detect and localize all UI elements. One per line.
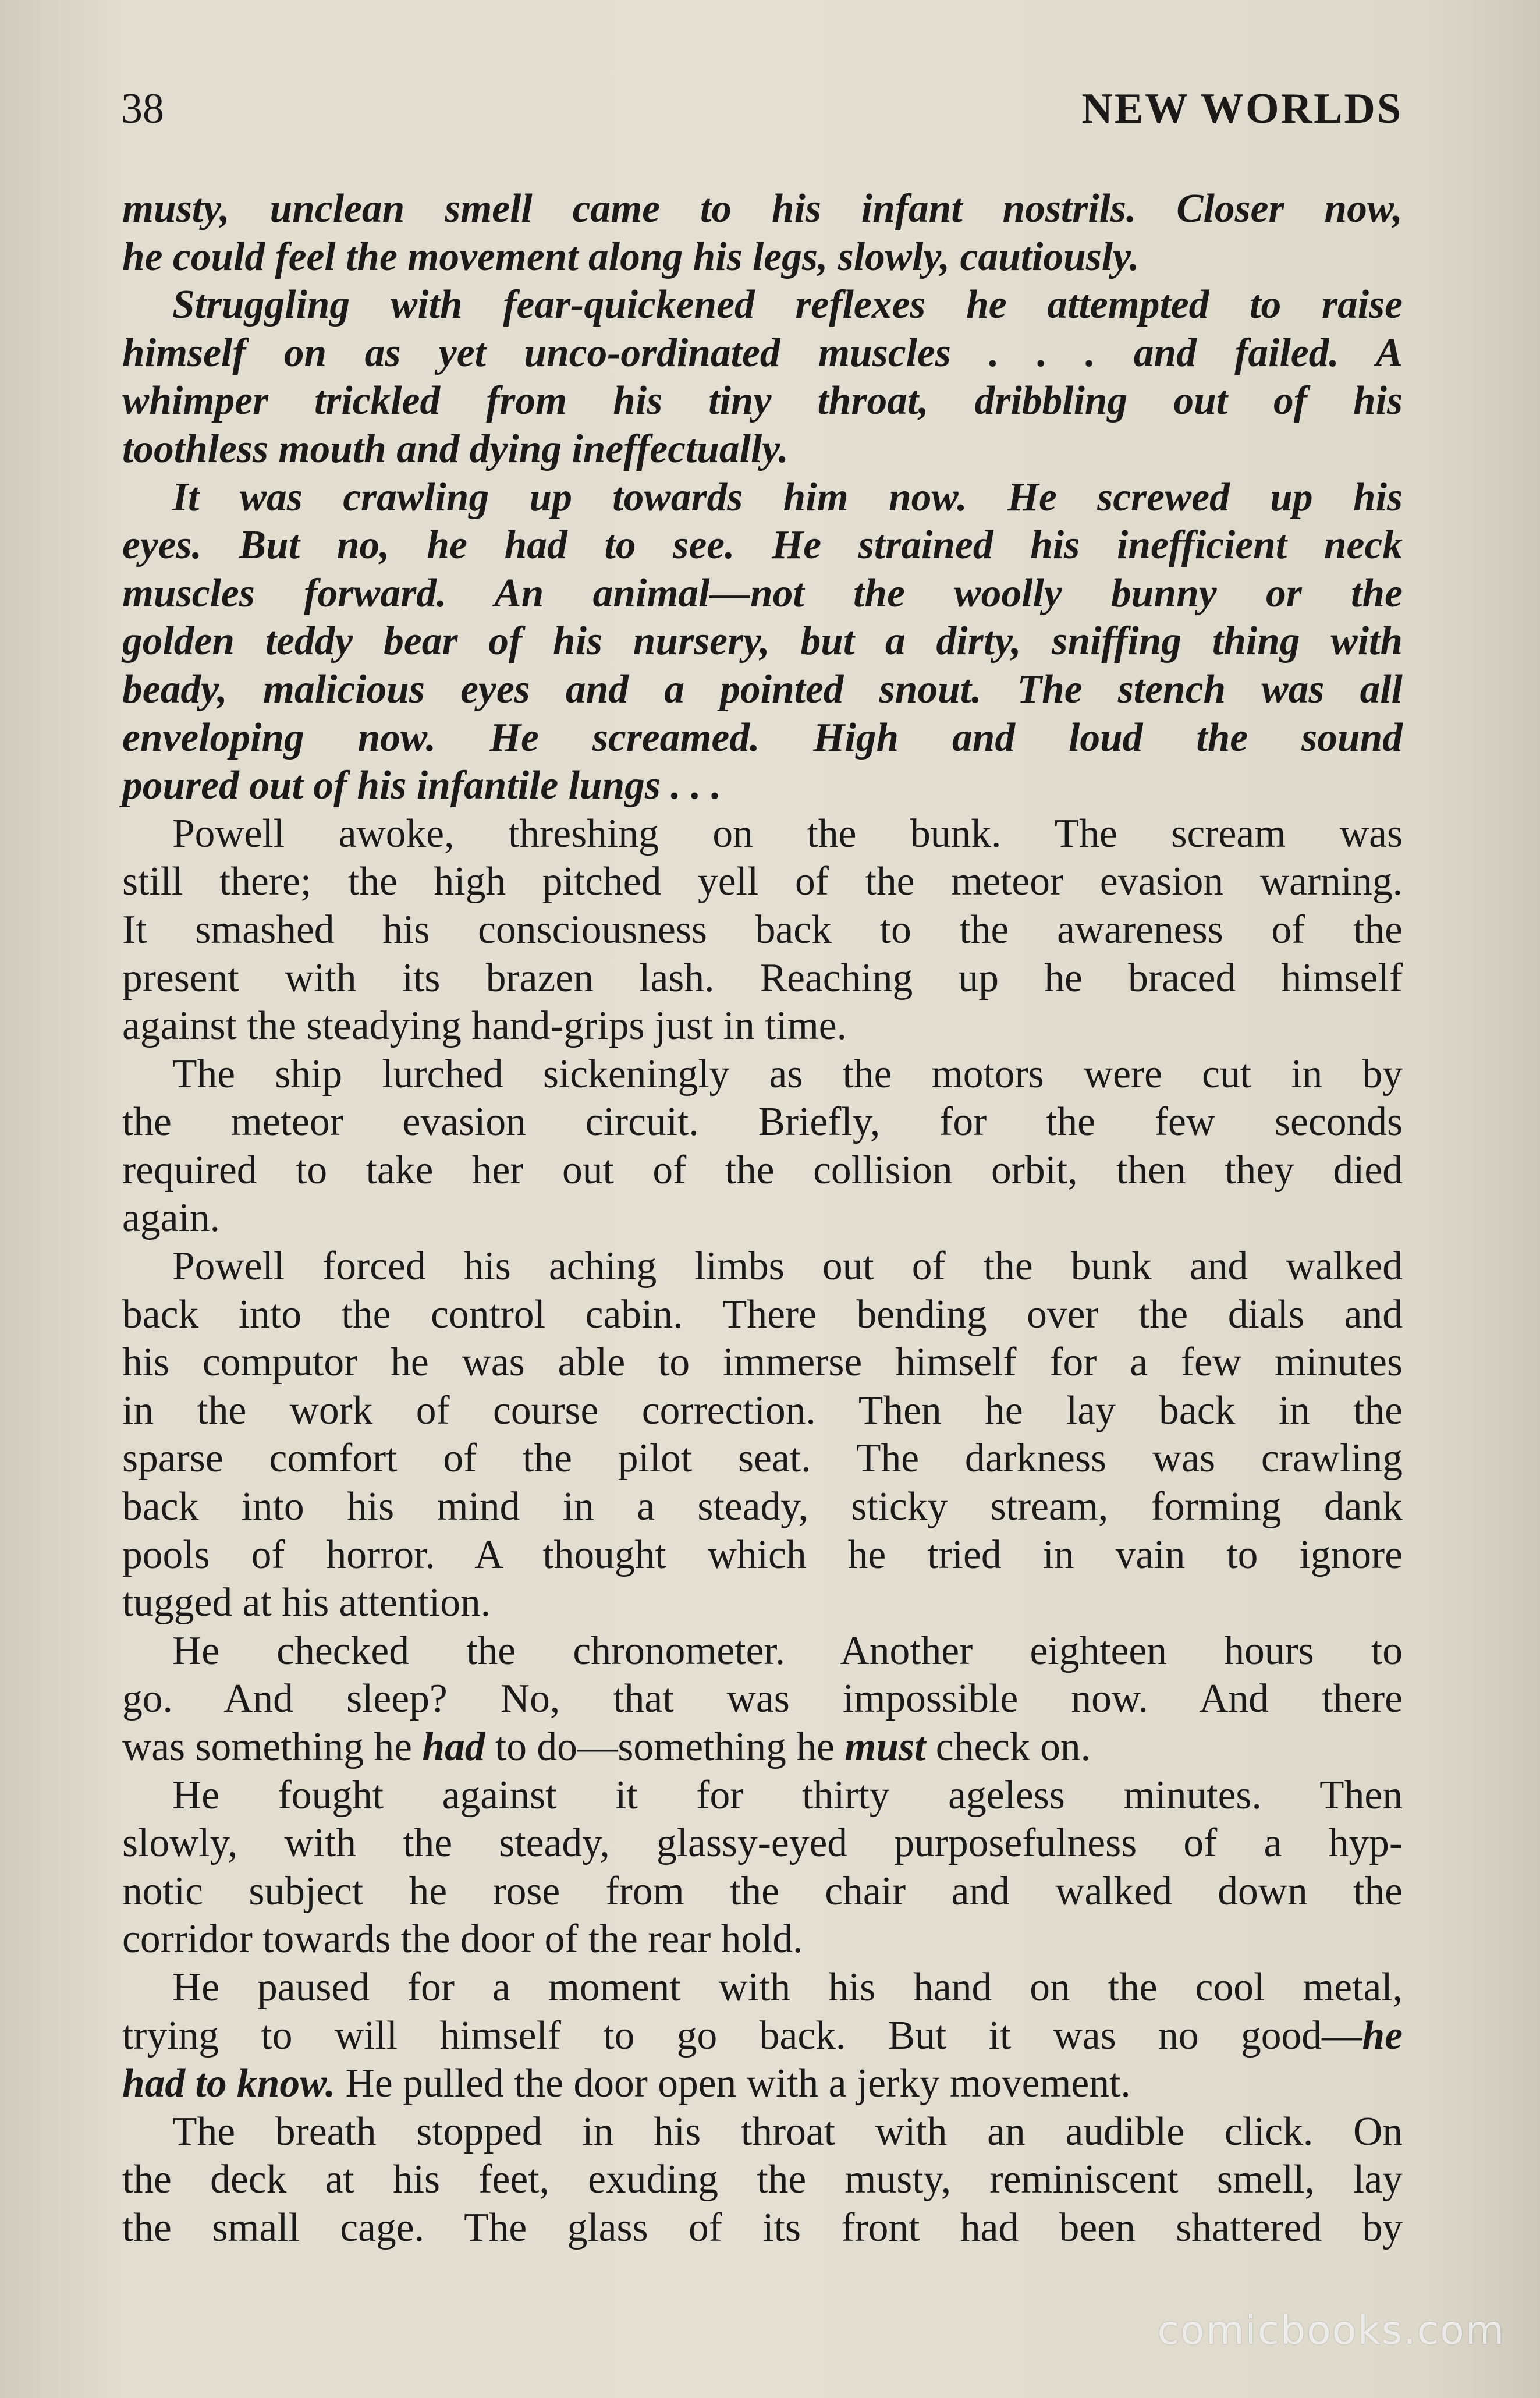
running-title: NEW WORLDS — [1081, 85, 1403, 133]
text-line — [122, 1194, 1403, 1243]
italic-text: eyes. But no, he had to see. He strained his inefficient neck — [122, 523, 1403, 568]
text-line — [122, 1531, 1403, 1580]
text-run: go. And sleep? No, that was impossible now. And there — [122, 1676, 1403, 1722]
text-run: against the steadying hand-grips just in time. — [122, 1003, 847, 1049]
italic-text: himself on as yet unco-ordinated muscles . . . and failed. A — [122, 330, 1403, 375]
text-run: pools of horror. A thought which he tried in vain to ignore — [122, 1532, 1403, 1577]
text-line — [122, 810, 1403, 859]
text-run: back into the control cabin. There bending over the dials and — [122, 1292, 1403, 1337]
text-line — [122, 570, 1403, 618]
text-run: notic subject he rose from the chair and walked down the — [122, 1868, 1403, 1914]
text-line — [122, 1723, 1403, 1772]
text-line — [122, 1772, 1403, 1820]
text-run: slowly, with the steady, glassy-eyed purposefulness of a hyp- — [122, 1821, 1403, 1866]
italic-text: golden teddy bear of his nursery, but a dirty, sniffing thing with — [122, 619, 1403, 664]
text-run: sparse comfort of the pilot seat. The darkness was crawling — [122, 1436, 1403, 1481]
text-run: tugged at his attention. — [122, 1580, 491, 1626]
text-run: the small cage. The glass of its front had been shattered by — [122, 2205, 1403, 2250]
italic-text: muscles forward. An animal—not the woolly bunny or the — [122, 570, 1403, 616]
text-line — [122, 762, 1403, 810]
italic-text: had to know. — [122, 2061, 336, 2106]
text-line — [122, 185, 1403, 233]
text-run: Powell forced his aching limbs out of the bunk and walked — [172, 1244, 1403, 1289]
text-line — [122, 1243, 1403, 1291]
text-run: check on. — [925, 1725, 1091, 1769]
text-line — [122, 377, 1403, 425]
italic-text: had — [422, 1725, 485, 1769]
text-run: It smashed his consciousness back to the awareness of the — [122, 907, 1403, 952]
text-run: the meteor evasion circuit. Briefly, for the few seconds — [122, 1099, 1403, 1145]
text-line — [122, 1051, 1403, 1099]
text-line — [122, 1579, 1403, 1627]
text-line — [122, 1002, 1403, 1051]
italic-text: enveloping now. He screamed. High and loud the sound — [122, 715, 1403, 760]
text-line — [122, 2204, 1403, 2252]
text-line — [122, 955, 1403, 1003]
page-header — [121, 85, 1403, 133]
text-run: in the work of course correction. Then he lay back in the — [122, 1388, 1403, 1433]
text-line — [122, 425, 1403, 474]
text-line — [122, 666, 1403, 714]
text-line — [122, 2156, 1403, 2204]
italic-text: whimper trickled from his tiny throat, dribbling out of his — [122, 378, 1403, 424]
text-line — [122, 1291, 1403, 1339]
text-line — [122, 714, 1403, 762]
text-run: The ship lurched sickeningly as the motors were cut in by — [172, 1051, 1403, 1097]
story-text — [122, 185, 1403, 2252]
text-line — [122, 1964, 1403, 2012]
text-line — [122, 281, 1403, 329]
text-line — [122, 522, 1403, 570]
text-run: to do—something he — [485, 1725, 845, 1769]
text-run: Powell awoke, threshing on the bunk. The scream was — [172, 811, 1403, 856]
text-line — [122, 1339, 1403, 1387]
text-run: corridor towards the door of the rear hold. — [122, 1917, 803, 1962]
text-run: again. — [122, 1196, 220, 1241]
text-run: was something he — [122, 1725, 423, 1769]
italic-text: must — [844, 1725, 926, 1769]
watermark: comicbooks.com — [1157, 2308, 1505, 2354]
italic-text: toothless mouth and dying ineffectually. — [122, 426, 789, 471]
italic-text: he — [1362, 2013, 1403, 2058]
italic-text: beady, malicious eyes and a pointed snout. The stench was all — [122, 666, 1403, 712]
text-line — [122, 858, 1403, 906]
text-run: He paused for a moment with his hand on the cool metal, — [172, 1964, 1403, 2010]
text-line — [122, 2108, 1403, 2156]
text-line — [122, 1147, 1403, 1195]
text-line — [122, 1098, 1403, 1147]
text-run: the deck at his feet, exuding the musty, reminiscent smell, lay — [122, 2157, 1403, 2202]
text-run: He fought against it for thirty ageless minutes. Then — [172, 1772, 1403, 1818]
text-run: The breath stopped in his throat with an audible click. On — [172, 2109, 1403, 2154]
italic-text: It was crawling up towards him now. He screwed up his — [172, 474, 1403, 520]
text-line — [122, 1483, 1403, 1531]
text-run: his computor he was able to immerse himself for a few minutes — [122, 1340, 1403, 1385]
text-run: required to take her out of the collision orbit, then they died — [122, 1147, 1403, 1193]
italic-text: musty, unclean smell came to his infant nostrils. Closer now, — [122, 186, 1403, 231]
text-run: He checked the chronometer. Another eighteen hours to — [172, 1628, 1403, 1673]
text-line — [122, 2060, 1403, 2108]
italic-text: he could feel the movement along his legs, slowly, cautiously. — [122, 234, 1140, 279]
text-line — [122, 1435, 1403, 1483]
page-number: 38 — [121, 85, 164, 133]
text-run: still there; the high pitched yell of the meteor evasion warning. — [122, 859, 1403, 904]
text-line — [122, 1675, 1403, 1723]
text-line — [122, 474, 1403, 522]
italic-text: Struggling with fear-quickened reflexes he attempted to raise — [172, 282, 1403, 328]
text-run: back into his mind in a steady, sticky stream, forming dank — [122, 1484, 1403, 1530]
text-line — [122, 233, 1403, 282]
text-line — [122, 1627, 1403, 1676]
text-line — [122, 1868, 1403, 1916]
text-line — [122, 906, 1403, 955]
italic-text: poured out of his infantile lungs . . . — [122, 763, 722, 808]
text-line — [122, 1387, 1403, 1435]
text-run: present with its brazen lash. Reaching up he braced himself — [122, 955, 1403, 1001]
text-line — [122, 618, 1403, 666]
text-line — [122, 2012, 1403, 2060]
text-run: trying to will himself to go back. But it was no good— — [122, 2013, 1362, 2058]
text-run: He pulled the door open with a jerky movement. — [335, 2061, 1131, 2106]
text-line — [122, 329, 1403, 378]
text-line — [122, 1915, 1403, 1964]
text-line — [122, 1819, 1403, 1868]
